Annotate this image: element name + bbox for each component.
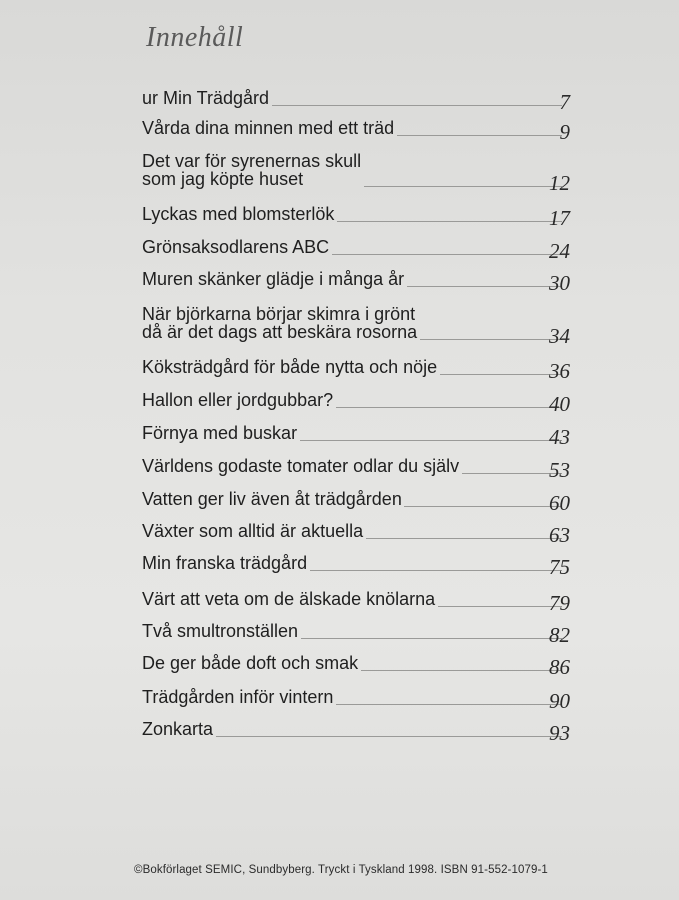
toc-entry-title — [142, 270, 404, 288]
toc-page-number: 40 — [549, 392, 570, 416]
toc-page-number: 34 — [549, 324, 570, 348]
toc-entry-title — [142, 654, 358, 672]
toc-entry-title-line: Förnya med buskar — [142, 423, 298, 443]
toc-page-number: 90 — [549, 689, 570, 713]
toc-entry-title — [142, 688, 333, 706]
toc-entry-title-line: Köksträdgård för både nytta och nöje — [142, 357, 438, 377]
toc-entry-title — [142, 205, 334, 223]
toc-entry-title-line: Världens godaste tomater odlar du själv — [142, 456, 460, 476]
copyright-footer: ©Bokförlaget SEMIC, Sundbyberg. Tryckt i Tyskland 1998. ISBN 91-552-1079-1 — [134, 864, 548, 876]
dot-leader — [216, 736, 562, 737]
toc-entry-title — [142, 590, 435, 608]
toc-entry-title-line: Lyckas med blomsterlök — [142, 204, 335, 224]
toc-entry-title-line: Trädgården inför vintern — [142, 687, 334, 707]
dot-leader — [272, 105, 562, 106]
toc-page-number: 63 — [549, 523, 570, 547]
toc-entry-title-line: Värt att veta om de älskade knölarna — [142, 589, 436, 609]
toc-page-number: 93 — [549, 721, 570, 745]
toc-entry-title — [142, 89, 269, 107]
toc-entry-title — [142, 554, 307, 572]
toc-entry-title — [142, 522, 363, 540]
page-title: Innehåll — [146, 22, 244, 53]
toc-entry-title-line: ur Min Trädgård — [142, 88, 270, 108]
toc-page-number: 79 — [549, 591, 570, 615]
toc-page-number: 17 — [549, 206, 570, 230]
toc-page-number: 53 — [549, 458, 570, 482]
toc-page-number: 9 — [559, 120, 570, 144]
toc-entry-title-line: som jag köpte huset — [142, 169, 304, 189]
toc-entry-title-line: Två smultronställen — [142, 621, 299, 641]
toc-entry-title-line: Vatten ger liv även åt trädgården — [142, 489, 402, 509]
toc-page-number: 82 — [549, 623, 570, 647]
toc-entry-title-line: De ger både doft och smak — [142, 653, 359, 673]
toc-entry-title — [142, 358, 437, 376]
toc-entry-title-line: Muren skänker glädje i många år — [142, 269, 405, 289]
toc-page-number: 75 — [549, 555, 570, 579]
toc-entry-title — [142, 622, 298, 640]
toc-entry-title — [142, 152, 361, 188]
toc-page-number: 24 — [549, 239, 570, 263]
toc-page-number: 12 — [549, 171, 570, 195]
toc-entry-title-line: Växter som alltid är aktuella — [142, 521, 364, 541]
toc-entry-title-line: Det var för syrenernas skull — [142, 151, 362, 171]
toc-entry-title-line: Zonkarta — [142, 719, 214, 739]
toc-page-number: 60 — [549, 491, 570, 515]
toc-entry-title-line: Hallon eller jordgubbar? — [142, 390, 334, 410]
toc-entry-title-line: När björkarna börjar skimra i grönt — [142, 304, 416, 324]
toc-entry-title — [142, 238, 329, 256]
toc-entry-title — [142, 720, 213, 738]
toc-entry-title-line: då är det dags att beskära rosorna — [142, 322, 418, 342]
toc-entry-title — [142, 305, 417, 341]
toc-entry-title-line: Grönsaksodlarens ABC — [142, 237, 330, 257]
toc-entry-title — [142, 424, 297, 442]
toc-entry-title — [142, 490, 402, 508]
toc-entry-title-line: Vårda dina minnen med ett träd — [142, 118, 395, 138]
toc-page-number: 43 — [549, 425, 570, 449]
toc-page-number: 36 — [549, 359, 570, 383]
toc-entry-title — [142, 457, 459, 475]
toc-entry-title-line: Min franska trädgård — [142, 553, 308, 573]
toc-entry-title — [142, 119, 394, 137]
toc-page-number: 30 — [549, 271, 570, 295]
toc-page-number: 7 — [559, 90, 570, 114]
toc-page-number: 86 — [549, 655, 570, 679]
toc-entry-title — [142, 391, 333, 409]
